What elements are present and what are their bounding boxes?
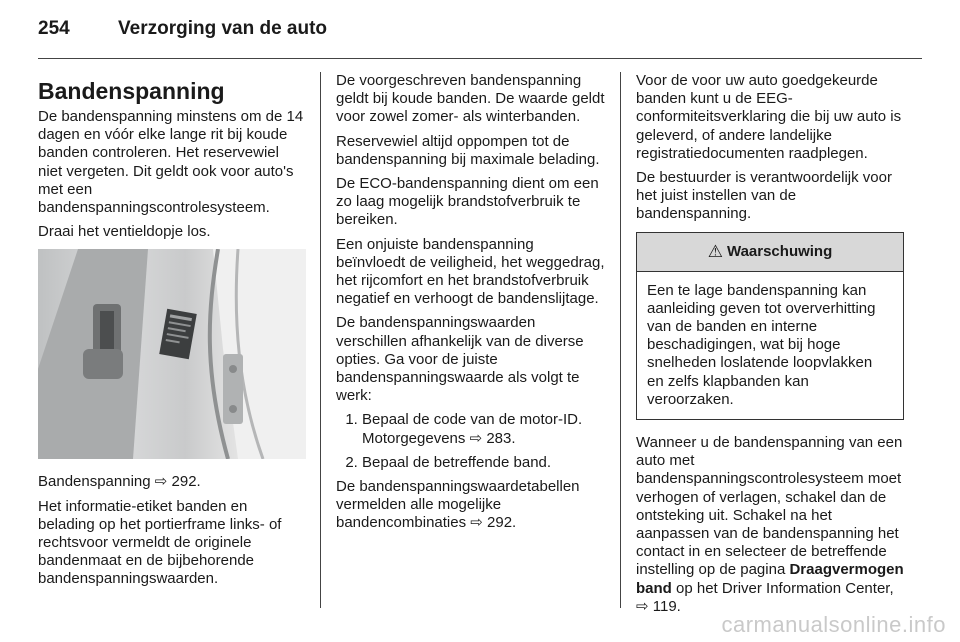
warning-header [637,233,903,272]
warning-triangle-icon: ⚠ [707,241,723,261]
column-middle [336,72,606,539]
paragraph [636,434,904,616]
paragraph: De bandenspanning minstens om de 14 dagen en vóór elke lange rit bij koude banden controleren. Het reservewiel niet vergeten. Dit geldt ook voor auto's met een bandenspanningscontrolesysteem. [38,108,304,217]
chapter-title: Verzorging van de auto [118,18,328,39]
list-item [362,454,606,472]
ui-term: Draagvermogen band [636,561,904,597]
page-reference: 292. [487,514,517,532]
warning-text: Een te lage bandenspanning kan aanleiding geven tot oververhitting van de banden en interne beschadigingen, wat bij hoge snelheden loslatende loopvlakken en zelfs klapbanden kan veroorzaken. [647,281,876,408]
column-right [636,72,904,622]
header-divider [38,58,922,59]
paragraph: De ECO-bandenspanning dient om een zo laag mogelijk brandstofverbruik te bereiken. [336,175,599,229]
column-divider [620,72,621,608]
image-caption [38,473,306,491]
paragraph [336,478,606,533]
paragraph: Voor de voor uw auto goedgekeurde banden kunt u de EEG-conformiteitsverklaring die bij uw auto is geleverd, of andere landelijke registratiedocumenten raadplegen. [636,72,902,162]
paragraph-text: Wanneer u de bandenspanning van een auto met bandenspanningscontrolesysteem moet verhogen of verlagen, schakel dan de ontsteking uit. Schakel na het aanpassen van de bandenspanning het contact in en selecteer de betreffende instelling op de pagina [636,434,903,579]
step-text: Bepaal de betreffende band. [362,453,552,471]
cross-reference-icon: ⇨ [469,429,483,447]
paragraph: De bestuurder is verantwoordelijk voor het juist instellen van de bandenspanning. [636,169,892,223]
paragraph: Draai het ventieldopje los. [38,223,211,241]
page-reference: 283. [486,429,516,447]
paragraph: De voorgeschreven bandenspanning geldt bij koude banden. De waarde geldt voor zowel zomer- als winterbanden. [336,72,605,126]
column-divider [320,72,321,608]
paragraph: De bandenspanningswaarden verschillen afhankelijk van de diverse opties. Ga voor de juiste bandenspanningswaarde als volgt te werk: [336,314,584,405]
cross-reference-icon: ⇨ [636,597,649,615]
paragraph: Reservewiel altijd oppompen tot de bandenspanning bij maximale belading. [336,132,600,168]
steps-list [336,411,606,472]
watermark: carmanualsonline.info [721,612,946,637]
paragraph: Het informatie-etiket banden en belading op het portierframe links- of rechtsvoor vermeldt de originele bandenmaat en de bijbehorende bandenspanningswaarden. [38,497,282,588]
warning-title: Waarschuwing [726,242,833,260]
page-reference: 119. [652,597,681,615]
page-header [38,18,327,48]
warning-box [636,232,904,420]
column-left [38,72,306,595]
paragraph: Een onjuiste bandenspanning beïnvloedt de veiligheid, het weggedrag, het rijcomfort en het brandstofverbruik negatief en verhoogt de bandenslijtage. [336,235,605,308]
page-number: 254 [38,18,70,39]
page-reference: 292. [171,473,201,491]
door-frame-tire-label-photo [38,249,306,459]
caption-text: Bandenspanning [38,473,151,491]
cross-reference-icon: ⇨ [154,473,168,491]
paragraph-text: De bandenspanningswaardetabellen vermelden alle mogelijke bandencombinaties [336,478,580,532]
paragraph-text: op het Driver Information Center, [676,579,894,597]
step-text: Bepaal de code van de motor-ID. Motorgegevens [362,411,583,447]
list-item [362,411,606,447]
cross-reference-icon: ⇨ [470,514,483,532]
section-title: Bandenspanning [38,78,225,104]
